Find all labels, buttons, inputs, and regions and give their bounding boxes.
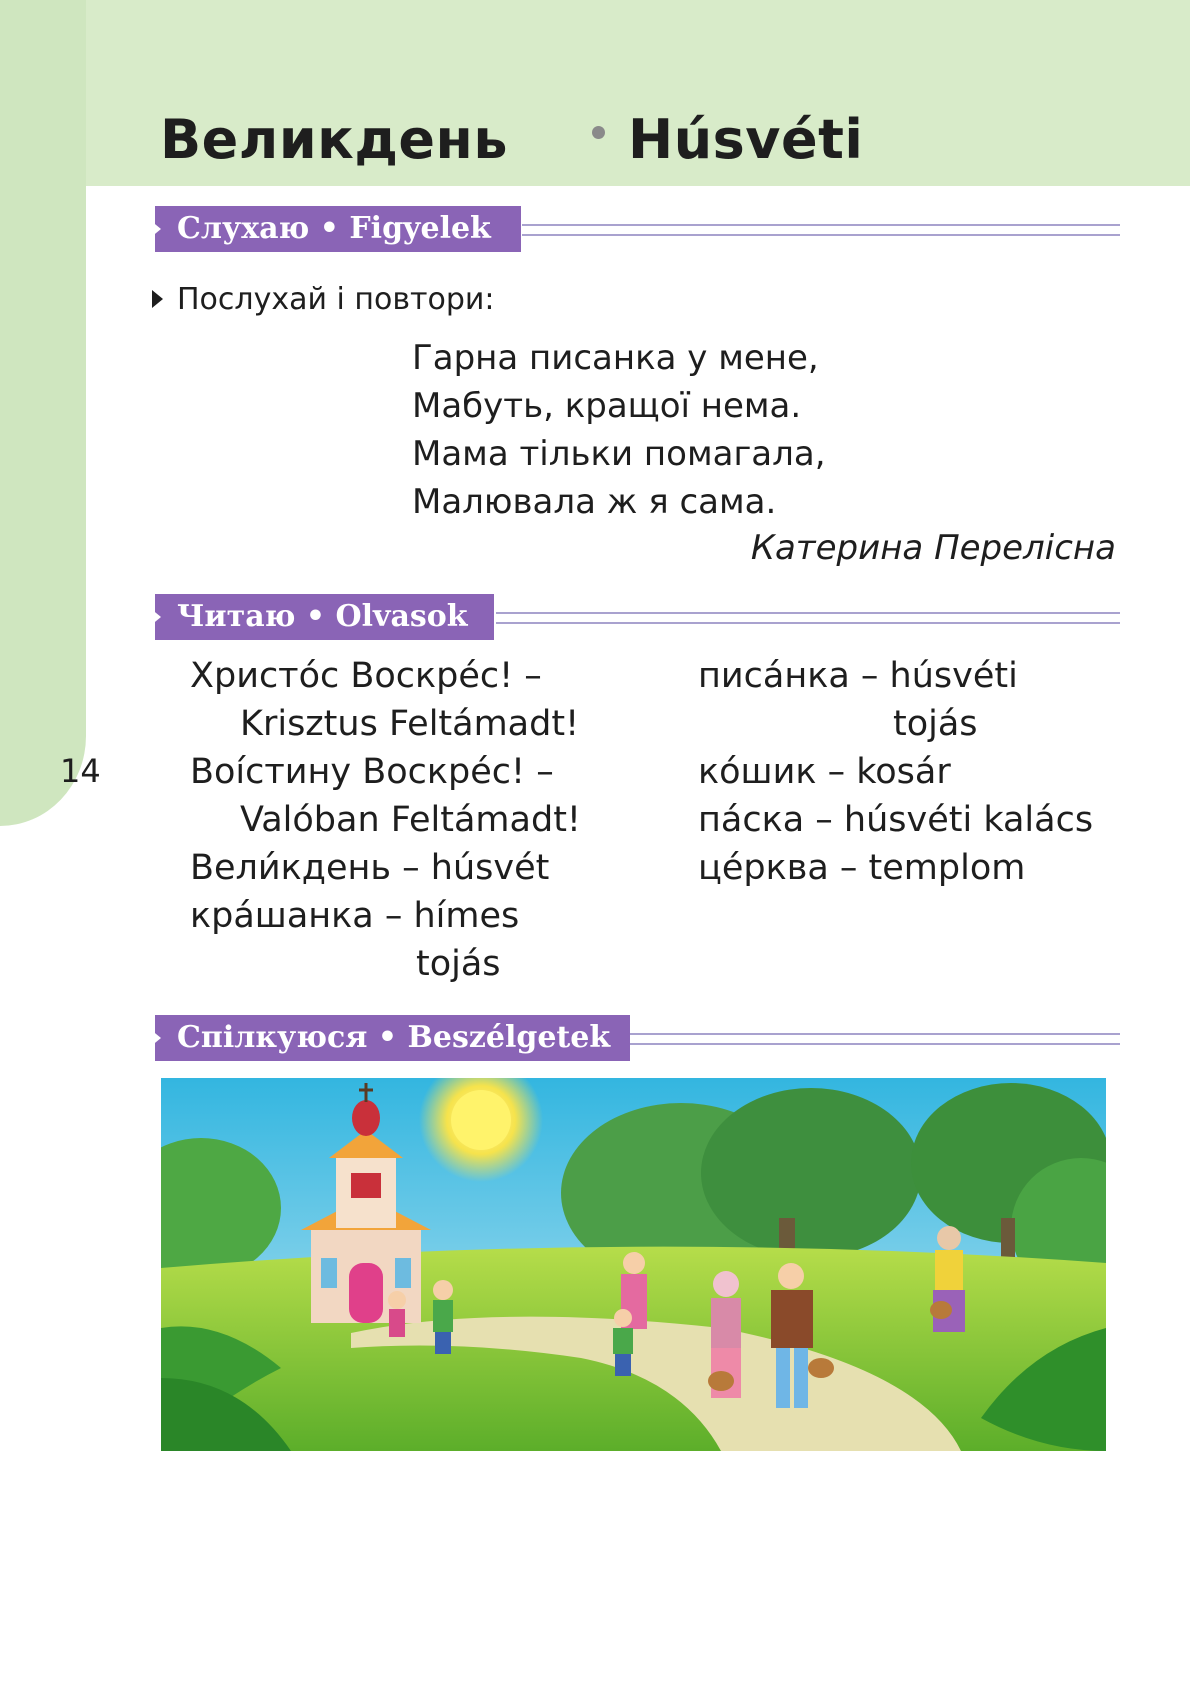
vocabulary-left-column (190, 652, 581, 988)
section-header-talk (155, 1015, 630, 1061)
easter-scene-illustration (161, 1078, 1106, 1451)
section-label-listen: Слухаю • Figyelek (177, 211, 491, 246)
vocab-line: це́рква – templom (698, 848, 1026, 888)
vocab-line: Христо́с Воскре́с! – (190, 656, 542, 696)
vocabulary-right-column (698, 652, 1093, 892)
easter-scene-drawing (161, 1078, 1106, 1451)
instruction-label: Послухай і повтори: (177, 282, 495, 317)
section-rule-read (496, 612, 1120, 624)
vocab-line: Valóban Feltámadt! (240, 800, 581, 840)
page-number: 14 (60, 752, 101, 790)
poem-line: Гарна писанка у мене, (412, 338, 819, 378)
instruction-text (152, 282, 495, 317)
section-header-read (155, 594, 494, 640)
page-title-ukrainian: Великдень (160, 108, 509, 171)
vocab-line: tojás (893, 704, 978, 744)
section-label-talk: Спілкуюся • Beszélgetek (177, 1020, 611, 1055)
play-arrow-icon (152, 290, 163, 308)
vocab-line: па́ска – húsvéti kalács (698, 800, 1094, 840)
poem-line: Мабуть, кращої нема. (412, 386, 802, 426)
chevron-right-icon (150, 608, 161, 626)
vocab-line: tojás (416, 944, 501, 984)
chevron-right-icon (150, 1029, 161, 1047)
section-rule-listen (522, 224, 1120, 236)
chevron-right-icon (150, 220, 161, 238)
poem-line: Мама тільки помагала, (412, 434, 826, 474)
vocab-line: кра́шанка – hímes (190, 896, 520, 936)
page-title-hungarian: Húsvéti (628, 108, 864, 171)
poem-line: Малювала ж я сама. (412, 482, 777, 522)
left-decorative-band (0, 0, 86, 826)
vocab-line: Вели́кдень – húsvét (190, 848, 550, 888)
vocab-line: ко́шик – kosár (698, 752, 951, 792)
vocab-line: писа́нка – húsvéti (698, 656, 1018, 696)
title-separator-dot (592, 126, 605, 139)
vocab-line: Krisztus Feltámadt! (240, 704, 580, 744)
poem (412, 334, 826, 526)
section-header-listen (155, 206, 521, 252)
poem-author: Катерина Перелісна (750, 528, 1116, 568)
section-rule-talk (630, 1033, 1120, 1045)
section-label-read: Читаю • Olvasok (177, 599, 468, 634)
vocab-line: Воі́стину Воскре́с! – (190, 752, 554, 792)
